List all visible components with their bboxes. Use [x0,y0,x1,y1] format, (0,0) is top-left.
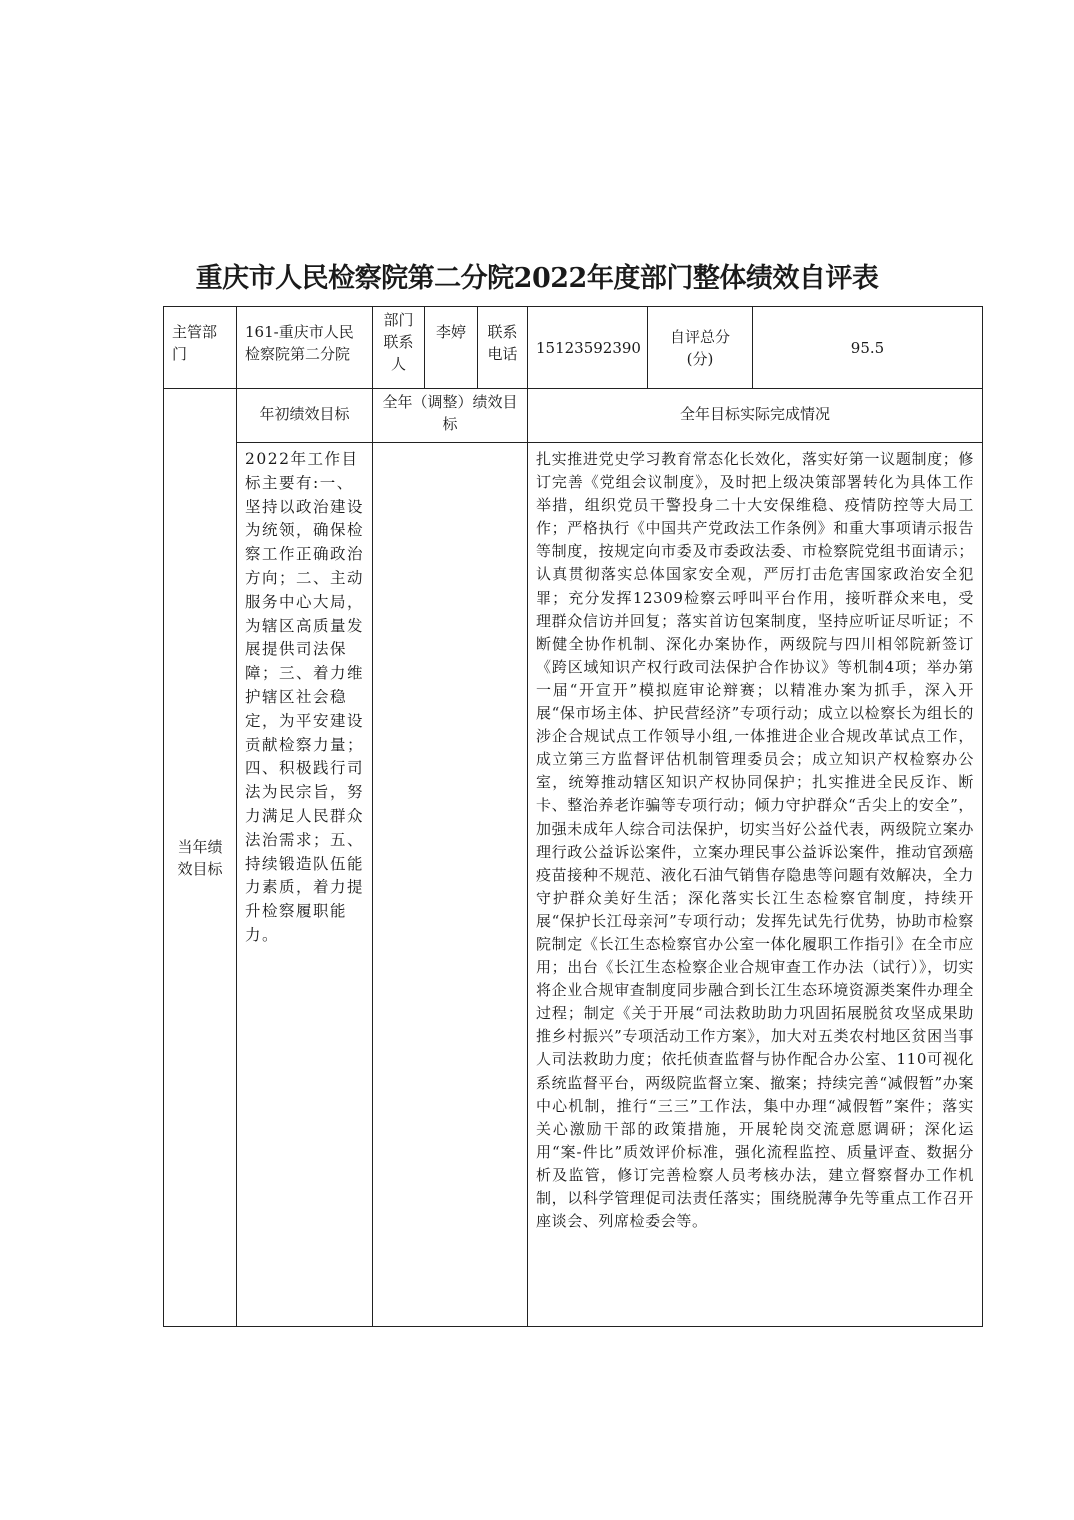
actual-completion-text: 扎实推进党史学习教育常态化长效化，落实好第一议题制度；修订完善《党组会议制度》，及时把上级决策部署转化为具体工作举措，组织党员干警投身二十大安保维稳、疫情防控等大局工作；严格执行《中国共产党政法工作条例》和重大事项请示报告等制度，按规定向市委及市委政法委、市检察院党组书面请示；认真贯彻落实总体国家安全观，严厉打击危害国家政治安全犯罪；充分发挥12309检察云呼叫平台作用，接听群众来电，受理群众信访并回复；落实首访包案制度，坚持应听证尽听证；不断健全协作机制、深化办案协作，两级院与四川相邻院新签订《跨区域知识产权行政司法保护合作协议》等机制4项；举办第一届“开宣开”模拟庭审论辩赛；以精准办案为抓手，深入开展“保市场主体、护民营经济”专项行动；成立以检察长为组长的涉企合规试点工作领导小组,一体推进企业合规改革试点工作，成立第三方监督评估机制管理委员会；成立知识产权检察办公室，统筹推动辖区知识产权协同保护；扎实推进全民反诈、断卡、整治养老诈骗等专项行动；倾力守护群众“舌尖上的安全”，加强未成年人综合司法保护，切实当好公益代表，两级院立案办理行政公益诉讼案件，立案办理民事公益诉讼案件，推动官颈癌疫苗接种不规范、液化石油气销售存隐患等问题有效解决，全力守护群众美好生活；深化落实长江生态检察官制度，持续开展“保护长江母亲河”专项行动；发挥先试先行优势，协助市检察院制定《长江生态检察官办公室一体化履职工作指引》在全市应用；出台《长江生态检察企业合规审查工作办法（试行）》，切实将企业合规审查制度同步融合到长江生态环境资源类案件办理全过程；制定《关于开展“司法救助助力巩固拓展脱贫攻坚成果助推乡村振兴”专项活动工作方案》，加大对五类农村地区贫困当事人司法救助力度；依托侦查监督与协作配合办公室、110可视化系统监督平台，两级院监督立案、撤案；持续完善“减假暂”办案中心机制，推行“三三”工作法，集中办理“减假暂”案件；落实关心激励干部的政策措施，开展轮岗交流意愿调研；深化运用“案-件比”质效评价标准，强化流程监控、质量评查、数据分析及监管，修订完善检察人员考核办法，建立督察督办工作机制，以科学管理促司法责任落实；围绕脱薄争先等重点工作召开座谈会、列席检委会等。 [528,443,983,1327]
dept-label: 主管部门 [164,307,237,389]
performance-evaluation-table [163,306,983,1327]
score-label: 自评总分(分) [648,307,753,389]
adjusted-goal-text [373,443,528,1327]
phone-value: 15123592390 [528,307,648,389]
contact-name: 李婷 [425,307,478,389]
page-title: 重庆市人民检察院第二分院2022年度部门整体绩效自评表 [195,263,879,294]
initial-goal-text: 2022年工作目标主要有:一、坚持以政治建设为统领，确保检察工作正确政治方向；二、主动服务中心大局，为辖区高质量发展提供司法保障；三、着力维护辖区社会稳定，为平安建设贡献检察力量；四、积极践行司法为民宗旨，努力满足人民群众法治需求；五、持续锻造队伍能力素质，着力提升检察履职能力。 [237,443,373,1327]
current-year-goal-label: 当年绩效目标 [164,389,237,1327]
score-value: 95.5 [753,307,983,389]
adjusted-goal-header: 全年（调整）绩效目标 [373,389,528,443]
contact-label: 部门联系人 [373,307,425,389]
goal-content-row [164,443,983,1327]
column-header-row [164,389,983,443]
header-row [164,307,983,389]
actual-completion-header: 全年目标实际完成情况 [528,389,983,443]
phone-label: 联系电话 [478,307,528,389]
dept-value: 161-重庆市人民检察院第二分院 [237,307,373,389]
initial-goal-header: 年初绩效目标 [237,389,373,443]
